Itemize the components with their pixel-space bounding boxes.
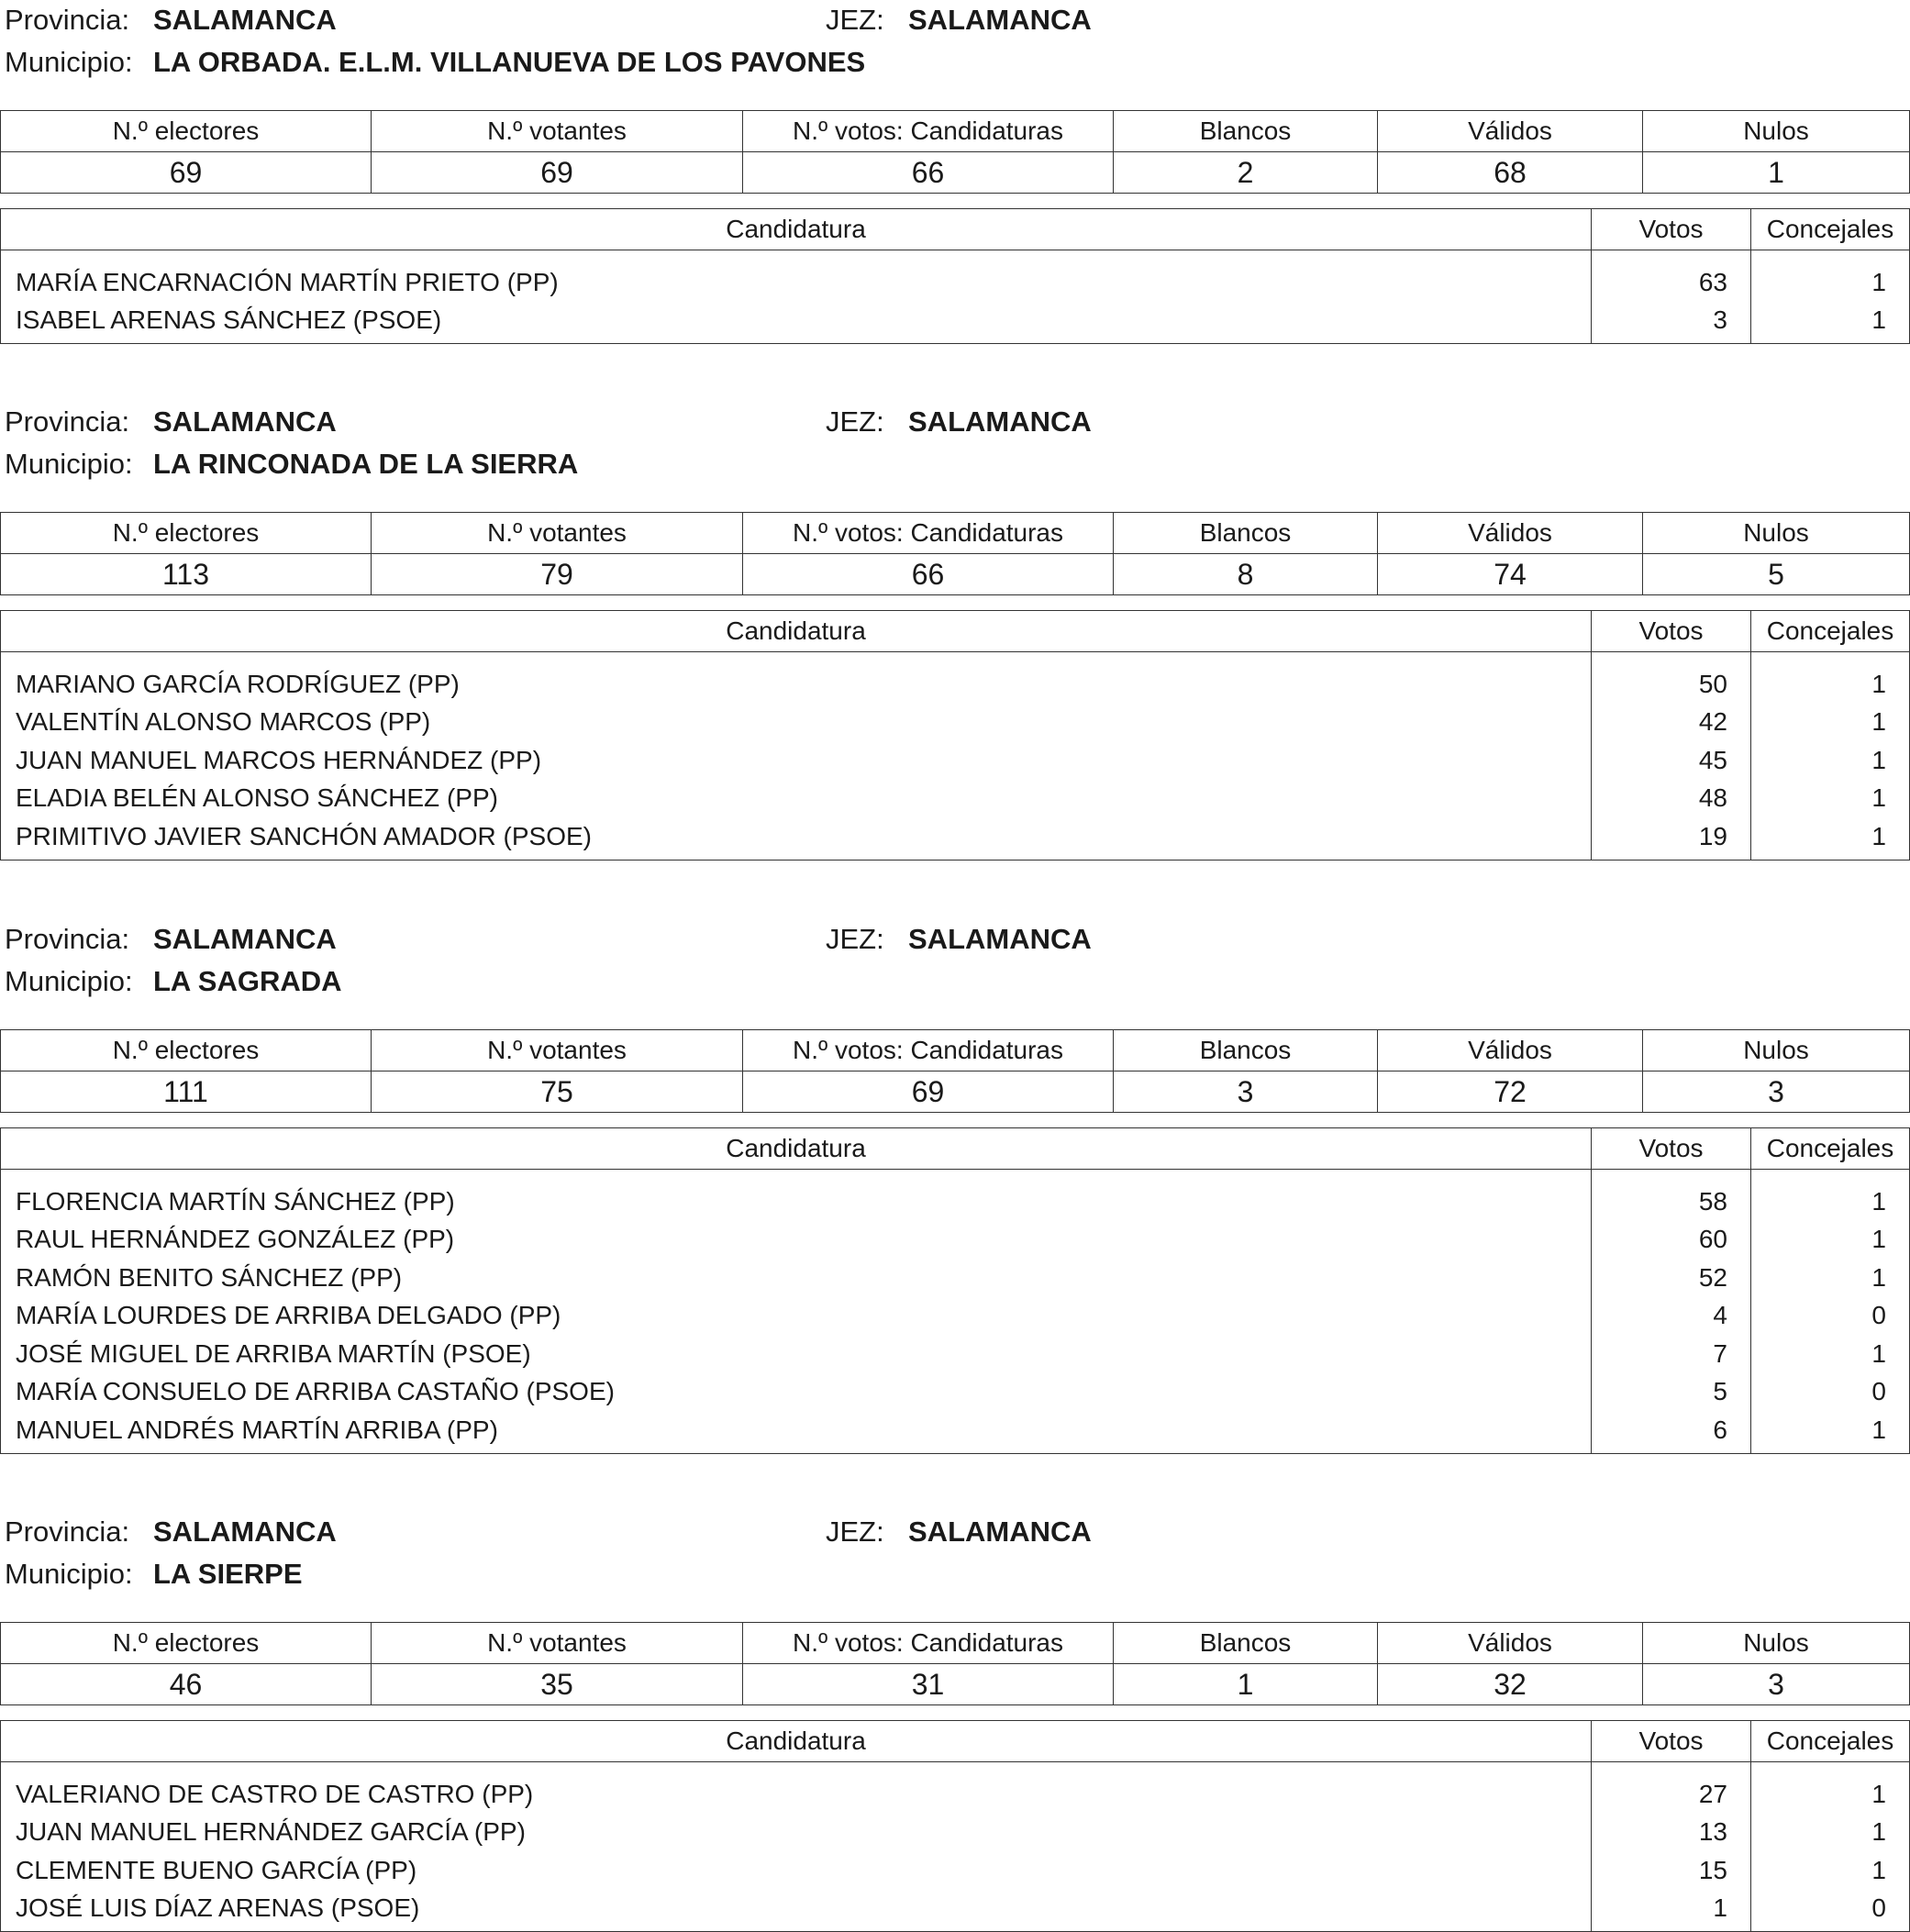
candidate-row xyxy=(1,704,1910,742)
candidates-table xyxy=(0,208,1910,344)
candidate-votes: 6 xyxy=(1592,1411,1751,1449)
municipio-label: Municipio: xyxy=(5,1558,133,1590)
summary-header: Blancos xyxy=(1114,1030,1378,1071)
candidate-councillors: 1 xyxy=(1751,1851,1910,1890)
summary-value: 1 xyxy=(1643,152,1910,194)
summary-value: 1 xyxy=(1114,1664,1378,1705)
block-header xyxy=(0,1512,1910,1596)
summary-value: 35 xyxy=(372,1664,743,1705)
candidate-councillors: 1 xyxy=(1751,302,1910,340)
candidate-votes: 50 xyxy=(1592,665,1751,704)
candidate-votes: 5 xyxy=(1592,1373,1751,1412)
candidate-row xyxy=(1,1335,1910,1373)
candidate-councillors: 1 xyxy=(1751,1411,1910,1449)
block-header xyxy=(0,402,1910,486)
candidate-row xyxy=(1,1851,1910,1890)
jez-label: JEZ: xyxy=(826,4,884,36)
candidate-votes: 27 xyxy=(1592,1775,1751,1814)
summary-header: N.º votantes xyxy=(372,1030,743,1071)
summary-value: 8 xyxy=(1114,554,1378,595)
summary-table xyxy=(0,110,1910,194)
candidate-councillors: 1 xyxy=(1751,780,1910,818)
summary-header: Válidos xyxy=(1378,1030,1643,1071)
candidate-name: CLEMENTE BUENO GARCÍA (PP) xyxy=(1,1851,1592,1890)
candidate-name: PRIMITIVO JAVIER SANCHÓN AMADOR (PSOE) xyxy=(1,817,1592,856)
candidate-name: MANUEL ANDRÉS MARTÍN ARRIBA (PP) xyxy=(1,1411,1592,1449)
candidate-councillors: 1 xyxy=(1751,665,1910,704)
summary-value: 72 xyxy=(1378,1071,1643,1113)
summary-table xyxy=(0,1622,1910,1705)
candidate-votes: 3 xyxy=(1592,302,1751,340)
summary-header: Blancos xyxy=(1114,513,1378,554)
provincia-value: SALAMANCA xyxy=(153,1516,337,1548)
candidates-header: Candidatura xyxy=(1,1721,1592,1762)
candidate-name: VALENTÍN ALONSO MARCOS (PP) xyxy=(1,704,1592,742)
candidate-name: MARÍA LOURDES DE ARRIBA DELGADO (PP) xyxy=(1,1297,1592,1336)
candidate-votes: 63 xyxy=(1592,263,1751,302)
candidate-votes: 15 xyxy=(1592,1851,1751,1890)
provincia-label: Provincia: xyxy=(5,405,130,438)
candidate-row xyxy=(1,817,1910,856)
summary-value: 74 xyxy=(1378,554,1643,595)
candidate-votes: 1 xyxy=(1592,1890,1751,1928)
summary-value: 3 xyxy=(1643,1664,1910,1705)
municipality-block xyxy=(0,402,1910,861)
candidate-councillors: 1 xyxy=(1751,704,1910,742)
summary-value: 66 xyxy=(743,554,1114,595)
municipio-value: LA ORBADA. E.L.M. VILLANUEVA DE LOS PAVONES xyxy=(153,46,866,78)
summary-header: Válidos xyxy=(1378,513,1643,554)
candidate-councillors: 1 xyxy=(1751,817,1910,856)
candidate-name: MARÍA ENCARNACIÓN MARTÍN PRIETO (PP) xyxy=(1,263,1592,302)
municipio-value: LA SIERPE xyxy=(153,1558,303,1590)
summary-header: Blancos xyxy=(1114,1623,1378,1664)
summary-value: 113 xyxy=(1,554,372,595)
summary-header: Válidos xyxy=(1378,1623,1643,1664)
candidate-councillors: 0 xyxy=(1751,1373,1910,1412)
summary-value: 66 xyxy=(743,152,1114,194)
candidates-header: Candidatura xyxy=(1,209,1592,250)
candidate-name: RAMÓN BENITO SÁNCHEZ (PP) xyxy=(1,1259,1592,1297)
candidates-header: Votos xyxy=(1592,209,1751,250)
summary-header: Nulos xyxy=(1643,111,1910,152)
candidates-header: Concejales xyxy=(1751,1128,1910,1170)
block-header xyxy=(0,919,1910,1004)
candidate-name: MARIANO GARCÍA RODRÍGUEZ (PP) xyxy=(1,665,1592,704)
summary-value: 31 xyxy=(743,1664,1114,1705)
summary-header: Blancos xyxy=(1114,111,1378,152)
candidates-header: Votos xyxy=(1592,1721,1751,1762)
candidates-header: Candidatura xyxy=(1,1128,1592,1170)
summary-header: N.º votos: Candidaturas xyxy=(743,1623,1114,1664)
municipio-label: Municipio: xyxy=(5,448,133,480)
candidate-councillors: 1 xyxy=(1751,1259,1910,1297)
candidate-row xyxy=(1,1183,1910,1221)
summary-value: 3 xyxy=(1114,1071,1378,1113)
summary-header: N.º votantes xyxy=(372,1623,743,1664)
jez-value: SALAMANCA xyxy=(908,1516,1092,1548)
candidates-header: Votos xyxy=(1592,611,1751,652)
summary-value: 75 xyxy=(372,1071,743,1113)
summary-value: 69 xyxy=(743,1071,1114,1113)
municipality-block xyxy=(0,919,1910,1454)
municipio-label: Municipio: xyxy=(5,965,133,997)
jez-value: SALAMANCA xyxy=(908,923,1092,955)
candidate-row xyxy=(1,1411,1910,1449)
summary-value: 2 xyxy=(1114,152,1378,194)
summary-header: N.º votantes xyxy=(372,513,743,554)
summary-header: Nulos xyxy=(1643,1030,1910,1071)
summary-value: 5 xyxy=(1643,554,1910,595)
candidate-votes: 7 xyxy=(1592,1335,1751,1373)
candidate-row xyxy=(1,1297,1910,1336)
candidates-table xyxy=(0,1720,1910,1932)
candidate-councillors: 1 xyxy=(1751,263,1910,302)
summary-header: Nulos xyxy=(1643,513,1910,554)
summary-value: 46 xyxy=(1,1664,372,1705)
summary-header: N.º electores xyxy=(1,1030,372,1071)
municipality-block xyxy=(0,0,1910,344)
summary-header: N.º votos: Candidaturas xyxy=(743,1030,1114,1071)
candidate-row xyxy=(1,780,1910,818)
candidate-councillors: 1 xyxy=(1751,1221,1910,1260)
summary-header: N.º votos: Candidaturas xyxy=(743,111,1114,152)
candidate-councillors: 0 xyxy=(1751,1297,1910,1336)
provincia-value: SALAMANCA xyxy=(153,4,337,36)
municipio-label: Municipio: xyxy=(5,46,133,78)
candidate-name: RAUL HERNÁNDEZ GONZÁLEZ (PP) xyxy=(1,1221,1592,1260)
candidate-votes: 48 xyxy=(1592,780,1751,818)
candidate-votes: 42 xyxy=(1592,704,1751,742)
candidate-votes: 45 xyxy=(1592,741,1751,780)
candidate-row xyxy=(1,1373,1910,1412)
summary-header: N.º votantes xyxy=(372,111,743,152)
candidate-councillors: 1 xyxy=(1751,741,1910,780)
candidate-name: VALERIANO DE CASTRO DE CASTRO (PP) xyxy=(1,1775,1592,1814)
municipio-value: LA RINCONADA DE LA SIERRA xyxy=(153,448,579,480)
candidate-councillors: 0 xyxy=(1751,1890,1910,1928)
candidates-table xyxy=(0,1127,1910,1454)
provincia-label: Provincia: xyxy=(5,4,130,36)
municipio-value: LA SAGRADA xyxy=(153,965,342,997)
jez-value: SALAMANCA xyxy=(908,405,1092,438)
candidate-votes: 60 xyxy=(1592,1221,1751,1260)
candidate-row xyxy=(1,263,1910,302)
summary-value: 32 xyxy=(1378,1664,1643,1705)
candidate-votes: 4 xyxy=(1592,1297,1751,1336)
summary-value: 79 xyxy=(372,554,743,595)
candidate-name: JUAN MANUEL MARCOS HERNÁNDEZ (PP) xyxy=(1,741,1592,780)
provincia-label: Provincia: xyxy=(5,1516,130,1548)
summary-value: 69 xyxy=(372,152,743,194)
summary-table xyxy=(0,512,1910,595)
candidate-row xyxy=(1,1775,1910,1814)
candidate-councillors: 1 xyxy=(1751,1775,1910,1814)
candidate-name: MARÍA CONSUELO DE ARRIBA CASTAÑO (PSOE) xyxy=(1,1373,1592,1412)
candidate-votes: 19 xyxy=(1592,817,1751,856)
provincia-value: SALAMANCA xyxy=(153,923,337,955)
candidate-councillors: 1 xyxy=(1751,1814,1910,1852)
candidate-councillors: 1 xyxy=(1751,1183,1910,1221)
candidates-header: Votos xyxy=(1592,1128,1751,1170)
candidate-votes: 13 xyxy=(1592,1814,1751,1852)
summary-header: N.º votos: Candidaturas xyxy=(743,513,1114,554)
candidates-header: Concejales xyxy=(1751,209,1910,250)
jez-label: JEZ: xyxy=(826,1516,884,1548)
provincia-value: SALAMANCA xyxy=(153,405,337,438)
summary-value: 111 xyxy=(1,1071,372,1113)
block-header xyxy=(0,0,1910,84)
candidates-header: Concejales xyxy=(1751,1721,1910,1762)
candidate-row xyxy=(1,665,1910,704)
candidate-name: JOSÉ LUIS DÍAZ ARENAS (PSOE) xyxy=(1,1890,1592,1928)
candidate-name: ELADIA BELÉN ALONSO SÁNCHEZ (PP) xyxy=(1,780,1592,818)
summary-value: 68 xyxy=(1378,152,1643,194)
summary-header: Nulos xyxy=(1643,1623,1910,1664)
summary-header: N.º electores xyxy=(1,513,372,554)
candidate-name: FLORENCIA MARTÍN SÁNCHEZ (PP) xyxy=(1,1183,1592,1221)
candidate-row xyxy=(1,1259,1910,1297)
candidate-row xyxy=(1,1221,1910,1260)
summary-value: 69 xyxy=(1,152,372,194)
summary-header: N.º electores xyxy=(1,111,372,152)
candidate-row xyxy=(1,1814,1910,1852)
candidate-name: JUAN MANUEL HERNÁNDEZ GARCÍA (PP) xyxy=(1,1814,1592,1852)
candidates-header: Candidatura xyxy=(1,611,1592,652)
candidate-name: JOSÉ MIGUEL DE ARRIBA MARTÍN (PSOE) xyxy=(1,1335,1592,1373)
jez-value: SALAMANCA xyxy=(908,4,1092,36)
candidates-header: Concejales xyxy=(1751,611,1910,652)
summary-header: Válidos xyxy=(1378,111,1643,152)
jez-label: JEZ: xyxy=(826,923,884,955)
candidate-votes: 52 xyxy=(1592,1259,1751,1297)
summary-table xyxy=(0,1029,1910,1113)
summary-header: N.º electores xyxy=(1,1623,372,1664)
provincia-label: Provincia: xyxy=(5,923,130,955)
candidate-votes: 58 xyxy=(1592,1183,1751,1221)
candidate-row xyxy=(1,302,1910,340)
candidates-table xyxy=(0,610,1910,861)
municipality-block xyxy=(0,1512,1910,1932)
jez-label: JEZ: xyxy=(826,405,884,438)
candidate-row xyxy=(1,741,1910,780)
candidate-row xyxy=(1,1890,1910,1928)
candidate-councillors: 1 xyxy=(1751,1335,1910,1373)
candidate-name: ISABEL ARENAS SÁNCHEZ (PSOE) xyxy=(1,302,1592,340)
summary-value: 3 xyxy=(1643,1071,1910,1113)
